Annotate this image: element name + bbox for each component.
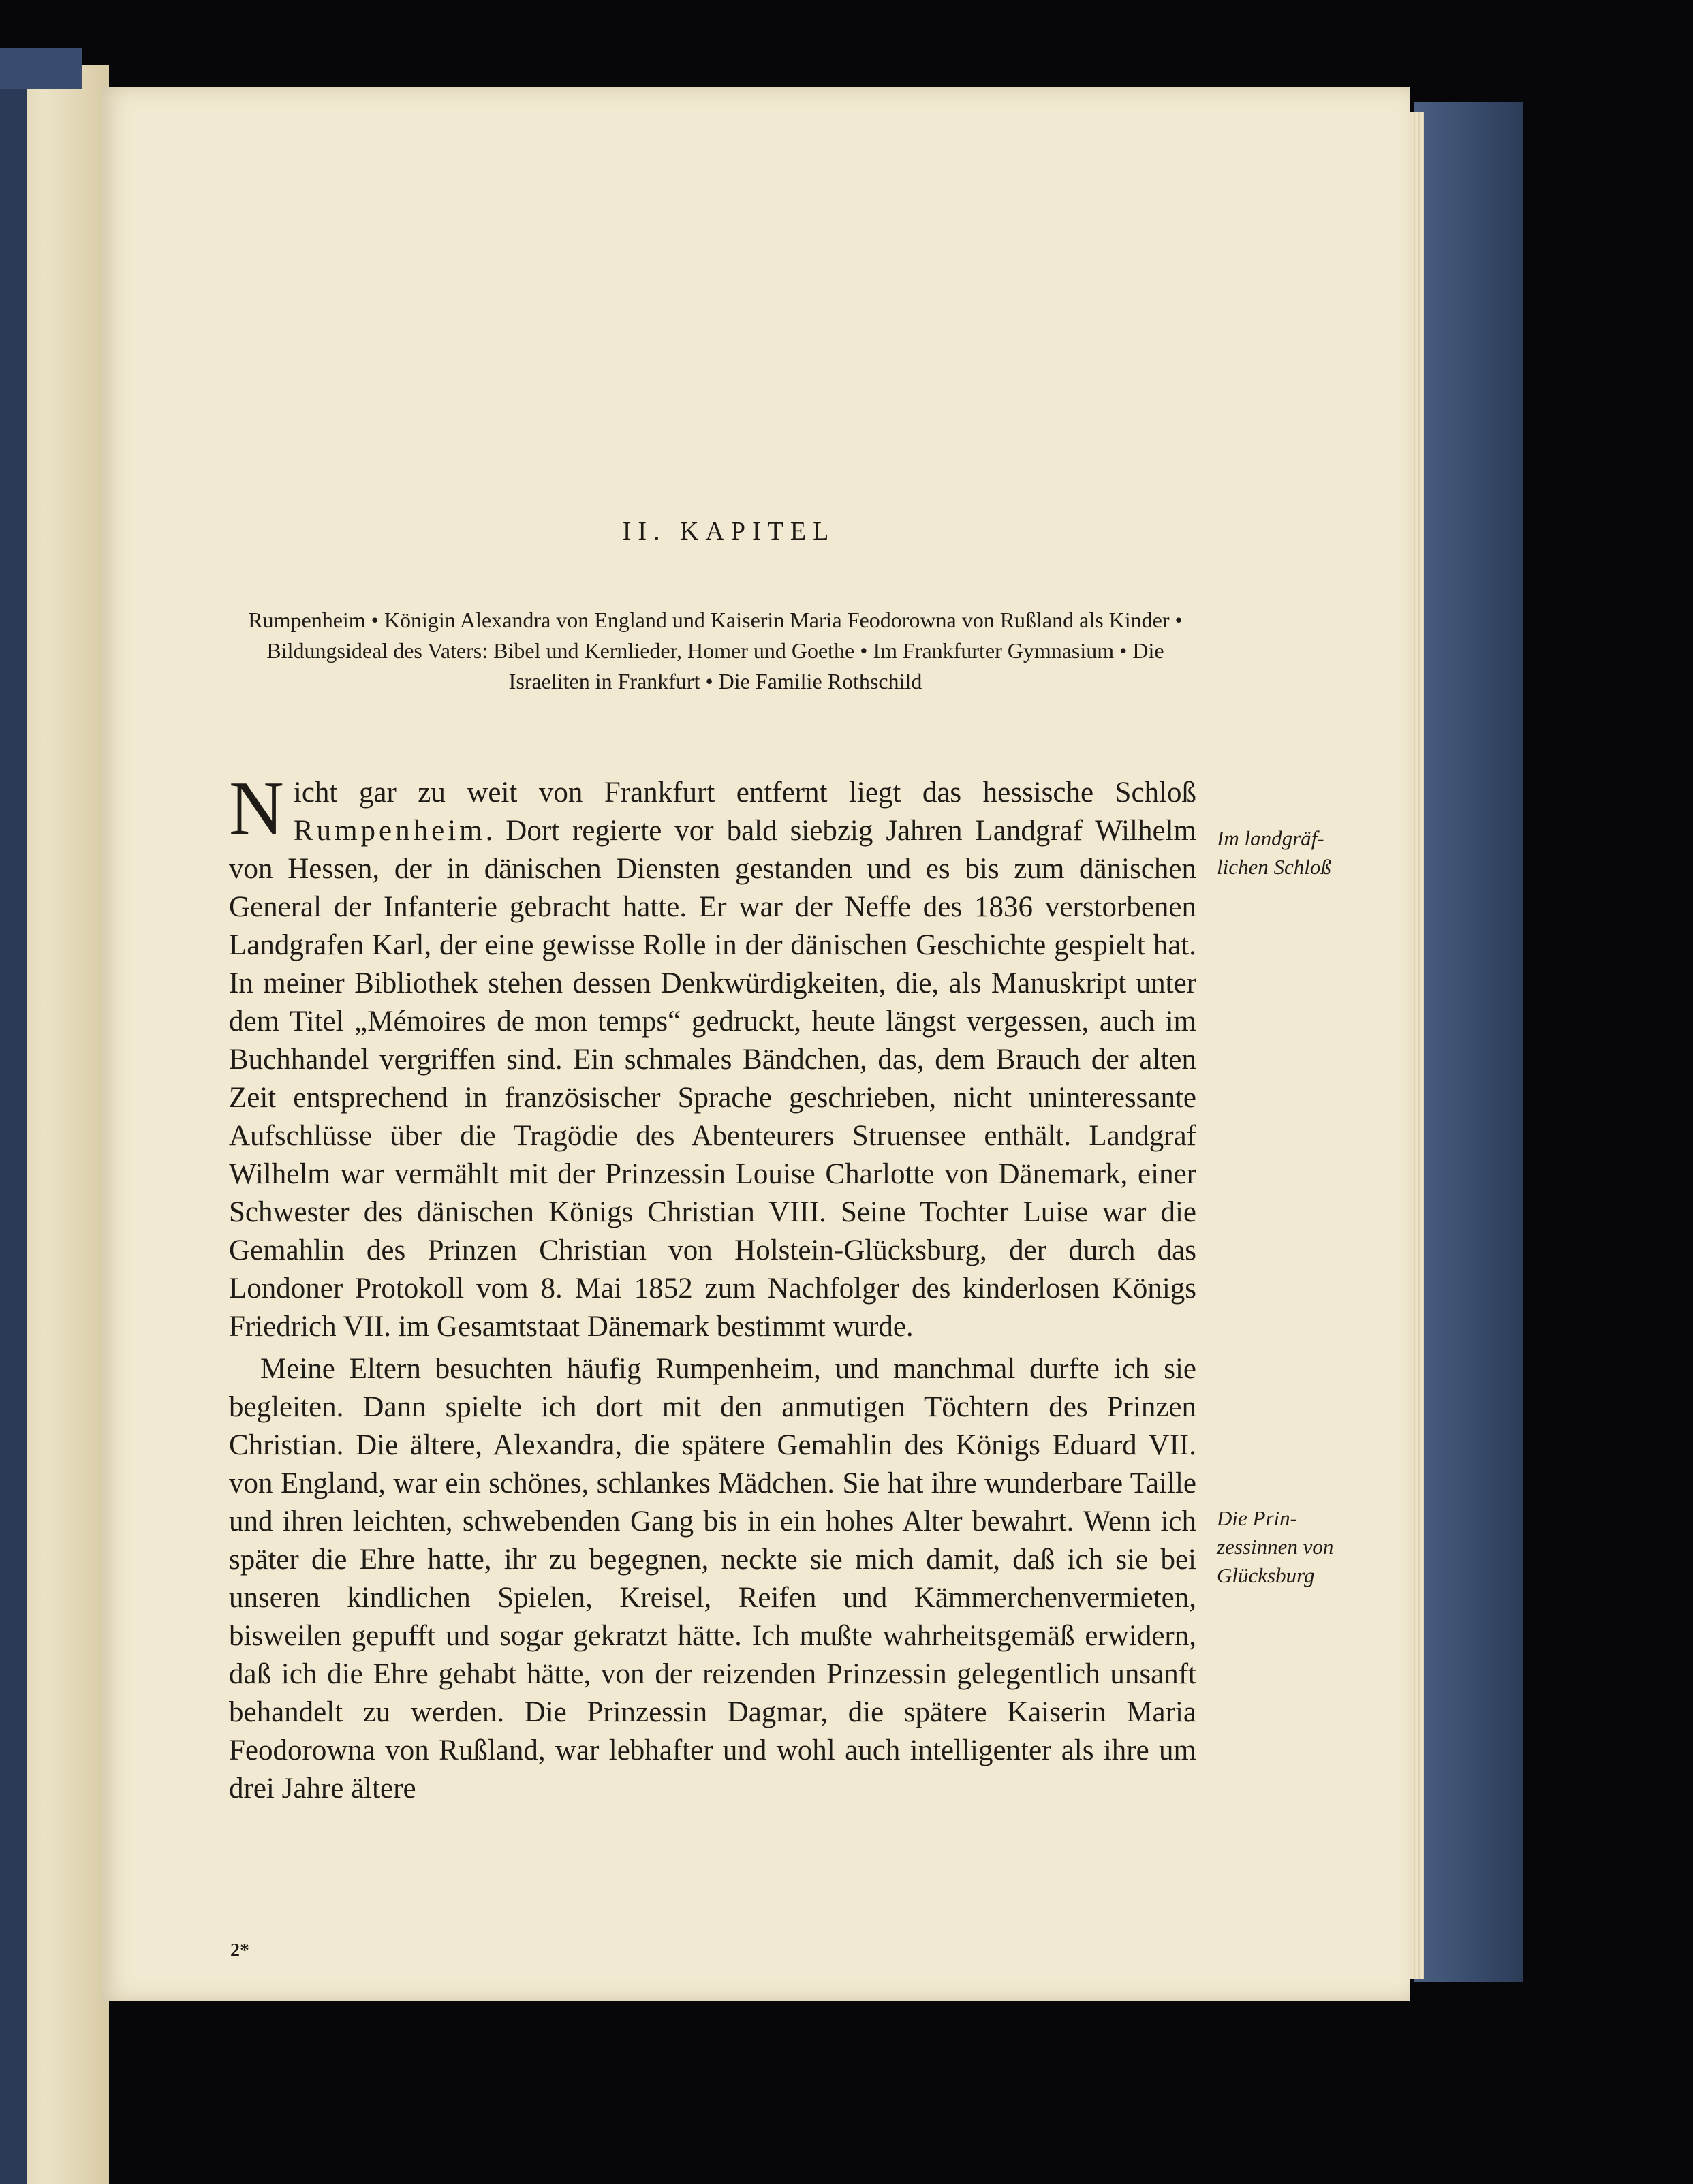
paragraph-2: Meine Eltern besuchten häufig Rumpenheim, und manchmal durfte ich sie begleiten. Dann spielte ich dort mit den anmutigen Töchtern des Prinzen Christian. Die ältere, Alexandra, die spätere Gemahlin des Königs Eduard VII. von England, war ein schönes, schlankes Mädchen. Sie hat ihre wunderbare Taille und ihren leichten, schwebenden Gang bis in ein hohes Alter bewahrt. Wenn ich später die Ehre hatte, ihr zu begegnen, neckte sie mich damit, daß ich sie bei unseren kindlichen Spielen, Kreisel, Reifen und Kämmerchenvermieten, bisweilen gepufft und sogar gekratzt hätte. Ich mußte wahrheitsgemäß erwidern, daß ich die Ehre gehabt hätte, von der reizenden Prinzessin gelegentlich unsanft behandelt zu werden. Die Prinzessin Dagmar, die spätere Kaiserin Maria Feodorowna von Rußland, war lebhafter und wohl auch intelligenter als ihre um drei Jahre ältere [229, 1353, 1196, 1805]
marginal-note-2-line: zessinnen von [1217, 1535, 1334, 1559]
chapter-title: II. KAPITEL [622, 517, 836, 546]
body-text [229, 766, 1196, 1808]
paragraph-1 [229, 766, 1196, 1346]
marginal-note-2-line: Glücksburg [1217, 1563, 1315, 1587]
marginal-note-2 [1217, 1504, 1387, 1590]
paragraph-1-rest: . Dort regierte vor bald siebzig Jahren Landgraf Wilhelm von Hessen, der in dänischen Diensten gestanden und es bis zum dänischen General der Infanterie gebracht hatte. Er war der Neffe des 1836 verstorbenen Landgrafen Karl, der eine gewisse Rolle in der dänischen Geschichte gespielt hat. In meiner Bibliothek stehen dessen Denkwürdigkeiten, die, als Manuskript unter dem Titel „Mémoires de mon temps“ gedruckt, heute längst vergessen, auch im Buchhandel vergriffen sind. Ein schmales Bändchen, das, dem Brauch der alten Zeit entsprechend in französischer Sprache geschrieben, nicht uninteressante Aufschlüsse über die Tragödie des Abenteurers Struensee enthält. Landgraf Wilhelm war vermählt mit der Prinzessin Louise Charlotte von Dänemark, einer Schwester des dänischen Königs Christian VIII. Seine Tochter Luise war die Gemahlin des Prinzen Christian von Holstein-Glücksburg, der durch das Londoner Protokoll vom 8. Mai 1852 zum Nachfolger des kinderlosen Königs Friedrich VII. im Gesamtstaat Dänemark bestimmt wurde. [229, 815, 1196, 1343]
paragraph-1-start: icht gar zu weit von Frankfurt entfernt liegt das hessische Schloß [293, 777, 1196, 809]
marginal-note-1 [1217, 824, 1387, 882]
book-cover-left [0, 48, 27, 2184]
book-cover-right [1414, 102, 1523, 1982]
marginal-note-2-line: Die Prin- [1217, 1506, 1297, 1530]
chapter-summary: Rumpenheim • Königin Alexandra von England und Kaiserin Maria Feodorowna von Rußland als Kinder • Bildungsideal des Vaters: Bibel und Kernlieder, Homer und Goethe • Im Frankfurter Gymnasium • Die Israeliten in Frankfurt • Die Familie Rothschild [248, 608, 1183, 693]
book-page [102, 87, 1410, 2001]
book-cover-corner [0, 48, 82, 89]
marginal-note-1-line: Im landgräf- [1217, 826, 1324, 850]
place-name-rumpenheim: Rumpenheim [293, 815, 486, 847]
drop-cap: N [229, 766, 284, 851]
marginal-note-1-line: lichen Schloß [1217, 855, 1331, 879]
printer-signature-mark: 2* [230, 1940, 249, 1961]
